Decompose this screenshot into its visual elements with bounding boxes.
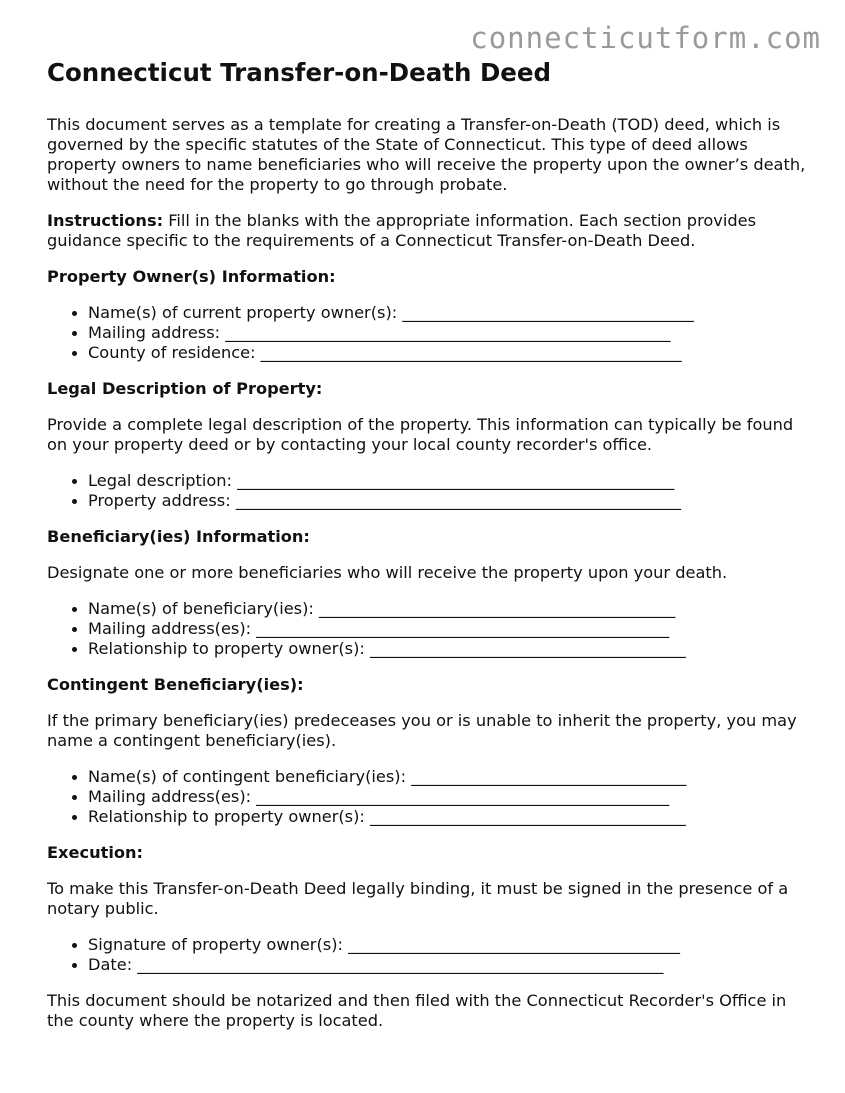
contingent-fields-list	[47, 767, 807, 827]
beneficiary-name-field[interactable]: Name(s) of beneficiary(ies): ____________________________________________	[88, 599, 807, 619]
date-field[interactable]: Date: _________________________________________________________________	[88, 955, 807, 975]
owner-county-field[interactable]: County of residence: ____________________________________________________	[88, 343, 807, 363]
intro-paragraph: This document serves as a template for creating a Transfer-on-Death (TOD) deed, which is governed by the specific statutes of the State of Connecticut. This type of deed allows property owners to name beneficiaries who will receive the property upon the owner’s death, without the need for the property to go through probate.	[47, 115, 806, 195]
contingent-section-text: If the primary beneficiary(ies) predeceases you or is unable to inherit the property, you may name a contingent beneficiary(ies).	[47, 711, 797, 751]
legal-section-heading: Legal Description of Property:	[47, 379, 323, 399]
execution-section-text: To make this Transfer-on-Death Deed legally binding, it must be signed in the presence of a notary public.	[47, 879, 789, 919]
site-watermark: connecticutform.com	[470, 21, 821, 55]
contingent-section-heading: Contingent Beneficiary(ies):	[47, 675, 304, 695]
execution-fields-list	[47, 935, 807, 975]
document-title: Connecticut Transfer-on-Death Deed	[47, 58, 552, 87]
owner-name-field[interactable]: Name(s) of current property owner(s): ____________________________________	[88, 303, 807, 323]
beneficiary-section-text: Designate one or more beneficiaries who will receive the property upon your death.	[47, 563, 728, 583]
owner-signature-field[interactable]: Signature of property owner(s): _________________________________________	[88, 935, 807, 955]
beneficiary-section-heading: Beneficiary(ies) Information:	[47, 527, 310, 547]
owner-section-heading: Property Owner(s) Information:	[47, 267, 336, 287]
owner-mailing-address-field[interactable]: Mailing address: _______________________________________________________	[88, 323, 807, 343]
beneficiary-relationship-field[interactable]: Relationship to property owner(s): _______________________________________	[88, 639, 807, 659]
owner-fields-list	[47, 303, 807, 363]
document-page	[47, 58, 807, 1047]
legal-section-text: Provide a complete legal description of the property. This information can typically be found on your property deed or by contacting your local county recorder's office.	[47, 415, 794, 455]
instructions-paragraph	[47, 211, 807, 251]
beneficiary-mailing-address-field[interactable]: Mailing address(es): ___________________________________________________	[88, 619, 807, 639]
contingent-name-field[interactable]: Name(s) of contingent beneficiary(ies): __________________________________	[88, 767, 807, 787]
execution-section-heading: Execution:	[47, 843, 144, 863]
property-address-field[interactable]: Property address: _______________________________________________________	[88, 491, 807, 511]
legal-fields-list	[47, 471, 807, 511]
instructions-label: Instructions:	[47, 211, 164, 231]
instructions-text: Fill in the blanks with the appropriate information. Each section provides guidance specific to the requirements of a Connecticut Transfer-on-Death Deed.	[47, 211, 757, 251]
closing-paragraph: This document should be notarized and then filed with the Connecticut Recorder's Office in the county where the property is located.	[47, 991, 787, 1031]
legal-description-field[interactable]: Legal description: ______________________________________________________	[88, 471, 807, 491]
contingent-relationship-field[interactable]: Relationship to property owner(s): _______________________________________	[88, 807, 807, 827]
contingent-mailing-address-field[interactable]: Mailing address(es): ___________________________________________________	[88, 787, 807, 807]
beneficiary-fields-list	[47, 599, 807, 659]
